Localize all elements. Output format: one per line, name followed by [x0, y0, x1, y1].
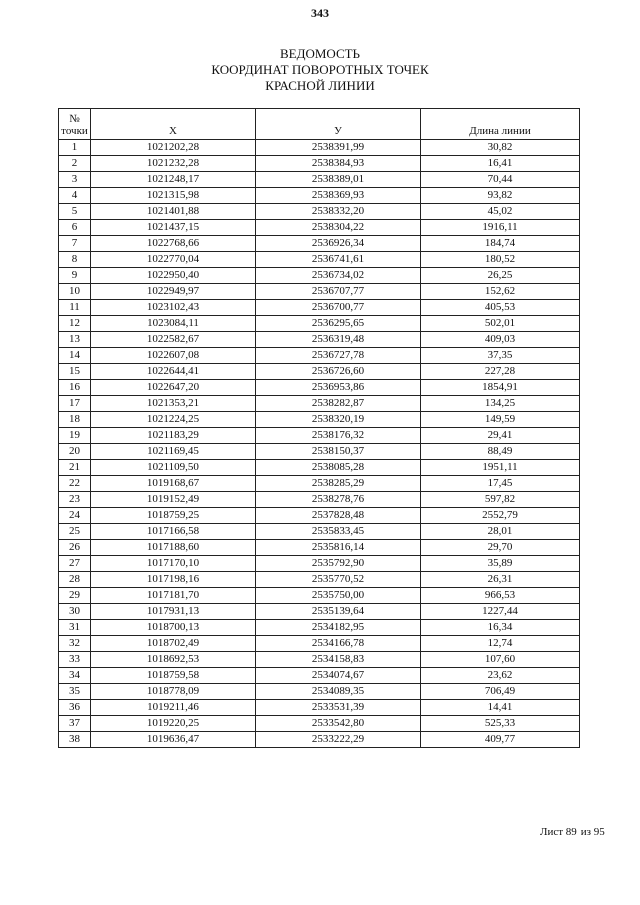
cell-y: 2536741,61 [256, 252, 421, 268]
cell-y: 2536734,02 [256, 268, 421, 284]
cell-x: 1021353,21 [91, 396, 256, 412]
cell-x: 1018692,53 [91, 652, 256, 668]
cell-y: 2538176,32 [256, 428, 421, 444]
cell-line-length: 23,62 [421, 668, 580, 684]
cell-y: 2538384,93 [256, 156, 421, 172]
cell-line-length: 1854,91 [421, 380, 580, 396]
cell-point-number: 9 [59, 268, 91, 284]
cell-point-number: 36 [59, 700, 91, 716]
cell-y: 2534089,35 [256, 684, 421, 700]
cell-line-length: 26,25 [421, 268, 580, 284]
cell-point-number: 11 [59, 300, 91, 316]
cell-x: 1019152,49 [91, 492, 256, 508]
cell-line-length: 70,44 [421, 172, 580, 188]
cell-line-length: 180,52 [421, 252, 580, 268]
table-row [59, 492, 580, 508]
cell-y: 2534158,83 [256, 652, 421, 668]
cell-point-number: 27 [59, 556, 91, 572]
cell-y: 2535770,52 [256, 572, 421, 588]
cell-x: 1022644,41 [91, 364, 256, 380]
cell-x: 1018700,13 [91, 620, 256, 636]
table-row [59, 220, 580, 236]
table-row [59, 268, 580, 284]
cell-point-number: 30 [59, 604, 91, 620]
cell-line-length: 966,53 [421, 588, 580, 604]
cell-point-number: 20 [59, 444, 91, 460]
cell-line-length: 134,25 [421, 396, 580, 412]
cell-point-number: 7 [59, 236, 91, 252]
cell-x: 1022950,40 [91, 268, 256, 284]
cell-line-length: 1227,44 [421, 604, 580, 620]
cell-point-number: 12 [59, 316, 91, 332]
cell-line-length: 35,89 [421, 556, 580, 572]
table-row [59, 620, 580, 636]
cell-y: 2538332,20 [256, 204, 421, 220]
cell-y: 2538278,76 [256, 492, 421, 508]
cell-x: 1019211,46 [91, 700, 256, 716]
cell-point-number: 13 [59, 332, 91, 348]
cell-x: 1021401,88 [91, 204, 256, 220]
cell-x: 1021437,15 [91, 220, 256, 236]
cell-line-length: 502,01 [421, 316, 580, 332]
cell-y: 2533222,29 [256, 732, 421, 748]
table-row [59, 716, 580, 732]
cell-x: 1018759,58 [91, 668, 256, 684]
cell-line-length: 12,74 [421, 636, 580, 652]
table-row [59, 300, 580, 316]
cell-line-length: 45,02 [421, 204, 580, 220]
cell-y: 2534182,95 [256, 620, 421, 636]
table-row [59, 460, 580, 476]
cell-y: 2536319,48 [256, 332, 421, 348]
coordinates-table [58, 108, 580, 748]
cell-line-length: 409,03 [421, 332, 580, 348]
table-row [59, 284, 580, 300]
table-row [59, 428, 580, 444]
cell-y: 2538389,01 [256, 172, 421, 188]
table-row [59, 524, 580, 540]
cell-point-number: 14 [59, 348, 91, 364]
cell-y: 2538282,87 [256, 396, 421, 412]
header-line-length: Длина линии [421, 109, 580, 140]
cell-line-length: 88,49 [421, 444, 580, 460]
cell-x: 1018759,25 [91, 508, 256, 524]
cell-y: 2538285,29 [256, 476, 421, 492]
table-row [59, 556, 580, 572]
cell-x: 1018778,09 [91, 684, 256, 700]
table-row [59, 252, 580, 268]
cell-point-number: 32 [59, 636, 91, 652]
cell-y: 2535816,14 [256, 540, 421, 556]
cell-y: 2538304,22 [256, 220, 421, 236]
cell-x: 1023084,11 [91, 316, 256, 332]
cell-x: 1019636,47 [91, 732, 256, 748]
cell-line-length: 405,53 [421, 300, 580, 316]
cell-y: 2536926,34 [256, 236, 421, 252]
cell-point-number: 26 [59, 540, 91, 556]
table-row [59, 316, 580, 332]
cell-x: 1021315,98 [91, 188, 256, 204]
cell-line-length: 597,82 [421, 492, 580, 508]
cell-line-length: 29,70 [421, 540, 580, 556]
table-row [59, 380, 580, 396]
table-row [59, 332, 580, 348]
cell-y: 2538369,93 [256, 188, 421, 204]
cell-line-length: 409,77 [421, 732, 580, 748]
table-row [59, 604, 580, 620]
cell-point-number: 38 [59, 732, 91, 748]
cell-x: 1019220,25 [91, 716, 256, 732]
cell-line-length: 152,62 [421, 284, 580, 300]
cell-point-number: 31 [59, 620, 91, 636]
cell-point-number: 10 [59, 284, 91, 300]
cell-y: 2535833,45 [256, 524, 421, 540]
cell-point-number: 15 [59, 364, 91, 380]
cell-line-length: 184,74 [421, 236, 580, 252]
page-number: 343 [311, 6, 329, 20]
table-row [59, 172, 580, 188]
table-row [59, 236, 580, 252]
cell-x: 1021248,17 [91, 172, 256, 188]
cell-y: 2538150,37 [256, 444, 421, 460]
cell-line-length: 37,35 [421, 348, 580, 364]
table-header-row [59, 109, 580, 140]
cell-x: 1017931,13 [91, 604, 256, 620]
cell-y: 2536295,65 [256, 316, 421, 332]
header-point-number: № точки [59, 109, 91, 140]
cell-x: 1022607,08 [91, 348, 256, 364]
cell-y: 2538320,19 [256, 412, 421, 428]
cell-line-length: 1916,11 [421, 220, 580, 236]
cell-x: 1018702,49 [91, 636, 256, 652]
cell-line-length: 14,41 [421, 700, 580, 716]
sheet-total: из 95 [580, 826, 605, 838]
table-body [59, 140, 580, 748]
title-line-2: КООРДИНАТ ПОВОРОТНЫХ ТОЧЕК [211, 62, 429, 77]
cell-y: 2533542,80 [256, 716, 421, 732]
cell-point-number: 23 [59, 492, 91, 508]
cell-y: 2533531,39 [256, 700, 421, 716]
cell-y: 2535792,90 [256, 556, 421, 572]
table-row [59, 348, 580, 364]
cell-x: 1021169,45 [91, 444, 256, 460]
table-row [59, 364, 580, 380]
cell-point-number: 25 [59, 524, 91, 540]
cell-point-number: 33 [59, 652, 91, 668]
cell-x: 1019168,67 [91, 476, 256, 492]
cell-x: 1022647,20 [91, 380, 256, 396]
cell-y: 2538391,99 [256, 140, 421, 156]
table-row [59, 588, 580, 604]
cell-point-number: 18 [59, 412, 91, 428]
cell-x: 1022768,66 [91, 236, 256, 252]
sheet-label: Лист 89 [540, 826, 577, 838]
table-row [59, 684, 580, 700]
cell-x: 1022770,04 [91, 252, 256, 268]
table-row [59, 508, 580, 524]
cell-x: 1017170,10 [91, 556, 256, 572]
cell-line-length: 2552,79 [421, 508, 580, 524]
cell-line-length: 29,41 [421, 428, 580, 444]
cell-point-number: 24 [59, 508, 91, 524]
cell-line-length: 28,01 [421, 524, 580, 540]
cell-point-number: 28 [59, 572, 91, 588]
cell-x: 1017166,58 [91, 524, 256, 540]
cell-y: 2536700,77 [256, 300, 421, 316]
cell-point-number: 1 [59, 140, 91, 156]
title-line-1: ВЕДОМОСТЬ [279, 46, 361, 61]
table-row [59, 476, 580, 492]
cell-point-number: 5 [59, 204, 91, 220]
cell-x: 1022949,97 [91, 284, 256, 300]
cell-line-length: 149,59 [421, 412, 580, 428]
cell-point-number: 29 [59, 588, 91, 604]
cell-y: 2535750,00 [256, 588, 421, 604]
cell-x: 1022582,67 [91, 332, 256, 348]
header-x: X [91, 109, 256, 140]
table-row [59, 668, 580, 684]
cell-x: 1017188,60 [91, 540, 256, 556]
sheet-footer [540, 826, 609, 838]
cell-line-length: 30,82 [421, 140, 580, 156]
cell-point-number: 2 [59, 156, 91, 172]
cell-x: 1021202,28 [91, 140, 256, 156]
cell-x: 1021224,25 [91, 412, 256, 428]
cell-line-length: 93,82 [421, 188, 580, 204]
cell-point-number: 34 [59, 668, 91, 684]
cell-point-number: 3 [59, 172, 91, 188]
cell-point-number: 37 [59, 716, 91, 732]
cell-point-number: 8 [59, 252, 91, 268]
cell-x: 1021109,50 [91, 460, 256, 476]
cell-point-number: 6 [59, 220, 91, 236]
cell-point-number: 22 [59, 476, 91, 492]
cell-point-number: 16 [59, 380, 91, 396]
cell-x: 1021232,28 [91, 156, 256, 172]
cell-x: 1021183,29 [91, 428, 256, 444]
cell-x: 1017181,70 [91, 588, 256, 604]
cell-x: 1017198,16 [91, 572, 256, 588]
cell-line-length: 1951,11 [421, 460, 580, 476]
table-row [59, 540, 580, 556]
cell-y: 2538085,28 [256, 460, 421, 476]
cell-point-number: 4 [59, 188, 91, 204]
table-row [59, 444, 580, 460]
table-row [59, 732, 580, 748]
cell-line-length: 16,41 [421, 156, 580, 172]
table-row [59, 572, 580, 588]
table-row [59, 652, 580, 668]
cell-y: 2536953,86 [256, 380, 421, 396]
title-line-3: КРАСНОЙ ЛИНИИ [265, 78, 375, 93]
document-title [0, 46, 640, 94]
table-row [59, 156, 580, 172]
cell-line-length: 525,33 [421, 716, 580, 732]
cell-point-number: 21 [59, 460, 91, 476]
table-row [59, 188, 580, 204]
cell-y: 2534166,78 [256, 636, 421, 652]
table-row [59, 636, 580, 652]
header-y: У [256, 109, 421, 140]
cell-line-length: 227,28 [421, 364, 580, 380]
table-row [59, 204, 580, 220]
table-row [59, 700, 580, 716]
cell-x: 1023102,43 [91, 300, 256, 316]
cell-point-number: 35 [59, 684, 91, 700]
table-row [59, 396, 580, 412]
cell-y: 2536726,60 [256, 364, 421, 380]
cell-line-length: 26,31 [421, 572, 580, 588]
cell-y: 2535139,64 [256, 604, 421, 620]
table-row [59, 412, 580, 428]
table-row [59, 140, 580, 156]
cell-point-number: 17 [59, 396, 91, 412]
cell-line-length: 107,60 [421, 652, 580, 668]
cell-line-length: 706,49 [421, 684, 580, 700]
cell-line-length: 17,45 [421, 476, 580, 492]
cell-y: 2536727,78 [256, 348, 421, 364]
cell-line-length: 16,34 [421, 620, 580, 636]
cell-y: 2536707,77 [256, 284, 421, 300]
cell-y: 2534074,67 [256, 668, 421, 684]
cell-y: 2537828,48 [256, 508, 421, 524]
cell-point-number: 19 [59, 428, 91, 444]
